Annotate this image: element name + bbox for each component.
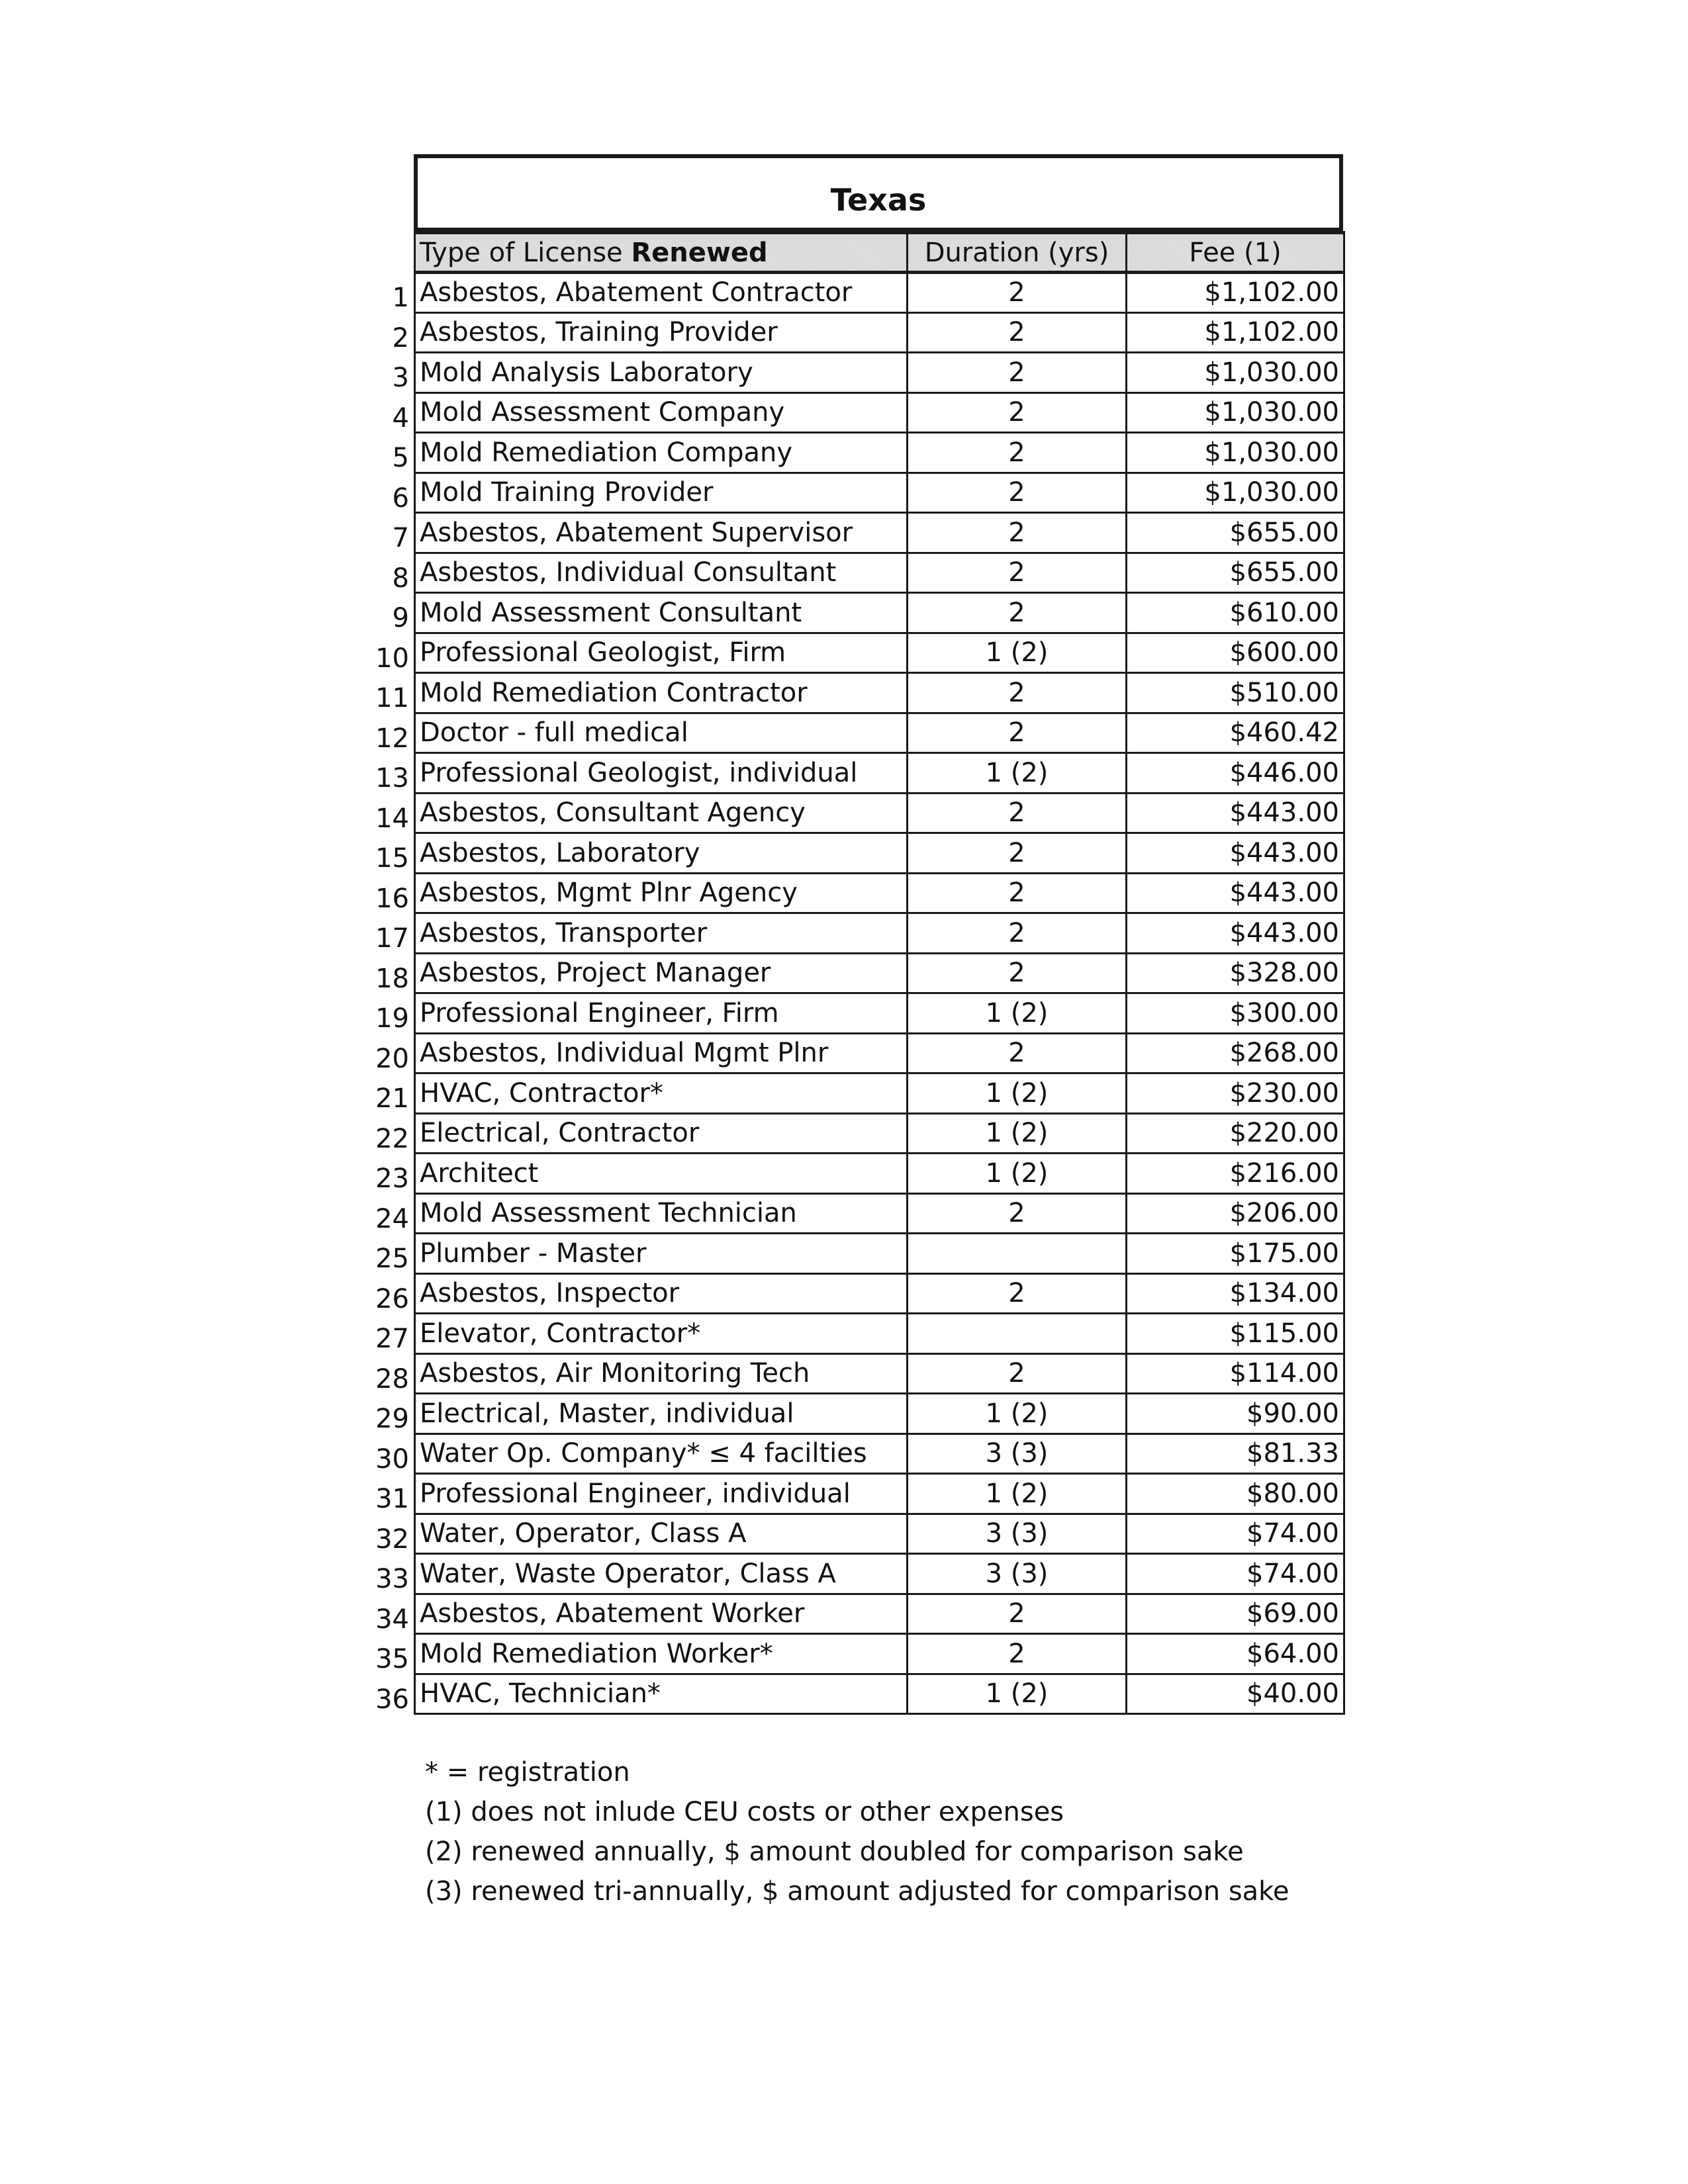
table-row — [415, 513, 1344, 553]
license-type-cell: Asbestos, Individual Mgmt Plnr — [415, 1033, 908, 1073]
duration-cell: 2 — [908, 392, 1127, 433]
fee-cell: $74.00 — [1127, 1554, 1344, 1594]
license-type-cell: Asbestos, Individual Consultant — [415, 553, 908, 593]
row-number: 15 — [375, 843, 409, 874]
row-number: 31 — [375, 1484, 409, 1515]
fee-cell: $115.00 — [1127, 1314, 1344, 1354]
table-row — [415, 553, 1344, 593]
header-fee: Fee (1) — [1127, 233, 1344, 273]
license-type-cell: Asbestos, Air Monitoring Tech — [415, 1353, 908, 1394]
duration-cell: 2 — [908, 353, 1127, 393]
license-type-cell: HVAC, Contractor* — [415, 1073, 908, 1114]
row-number: 18 — [375, 963, 409, 994]
duration-cell: 2 — [908, 312, 1127, 353]
row-number: 32 — [375, 1524, 409, 1555]
license-type-cell: Water Op. Company* ≤ 4 facilties — [415, 1433, 908, 1474]
fee-cell: $114.00 — [1127, 1353, 1344, 1394]
footnotes — [425, 1752, 1289, 1911]
duration-cell: 1 (2) — [908, 1394, 1127, 1434]
table-row — [415, 593, 1344, 633]
duration-cell: 2 — [908, 513, 1127, 553]
license-type-cell: Mold Remediation Worker* — [415, 1634, 908, 1674]
license-type-cell: Mold Remediation Contractor — [415, 673, 908, 713]
row-number: 33 — [375, 1564, 409, 1595]
duration-cell: 2 — [908, 1033, 1127, 1073]
fee-cell: $81.33 — [1127, 1433, 1344, 1474]
duration-cell: 2 — [908, 1594, 1127, 1634]
fee-cell: $74.00 — [1127, 1514, 1344, 1554]
table-row — [415, 1154, 1344, 1194]
license-type-cell: Mold Assessment Consultant — [415, 593, 908, 633]
duration-cell: 2 — [908, 1193, 1127, 1234]
fee-cell: $460.42 — [1127, 713, 1344, 753]
duration-cell: 1 (2) — [908, 753, 1127, 794]
duration-cell: 2 — [908, 713, 1127, 753]
row-number: 19 — [375, 1003, 409, 1034]
license-type-cell: Electrical, Master, individual — [415, 1394, 908, 1434]
row-number: 23 — [375, 1163, 409, 1195]
table-row — [415, 1634, 1344, 1674]
row-number: 10 — [375, 643, 409, 674]
row-number: 3 — [392, 363, 409, 394]
row-number: 25 — [375, 1244, 409, 1275]
row-number: 7 — [392, 523, 409, 554]
row-number: 11 — [375, 683, 409, 714]
table-row — [415, 1394, 1344, 1434]
row-number: 6 — [392, 482, 409, 514]
fee-cell: $1,030.00 — [1127, 392, 1344, 433]
fee-cell: $230.00 — [1127, 1073, 1344, 1114]
license-type-cell: Architect — [415, 1154, 908, 1194]
table-row — [415, 433, 1344, 473]
table-row — [415, 993, 1344, 1034]
fee-cell: $216.00 — [1127, 1154, 1344, 1194]
duration-cell: 2 — [908, 953, 1127, 993]
fee-cell: $134.00 — [1127, 1273, 1344, 1314]
license-type-cell: Asbestos, Abatement Supervisor — [415, 513, 908, 553]
duration-cell — [908, 1234, 1127, 1274]
license-type-cell: Asbestos, Transporter — [415, 913, 908, 954]
fee-cell: $1,102.00 — [1127, 273, 1344, 313]
table-row — [415, 473, 1344, 513]
fee-cell: $268.00 — [1127, 1033, 1344, 1073]
row-number: 20 — [375, 1043, 409, 1074]
license-type-cell: HVAC, Technician* — [415, 1674, 908, 1714]
fee-cell: $40.00 — [1127, 1674, 1344, 1714]
table-row — [415, 633, 1344, 673]
table-row — [415, 1234, 1344, 1274]
license-type-cell: Electrical, Contractor — [415, 1113, 908, 1154]
row-number: 34 — [375, 1604, 409, 1635]
duration-cell: 1 (2) — [908, 993, 1127, 1034]
row-number: 1 — [392, 283, 409, 314]
table-row — [415, 833, 1344, 874]
table-row — [415, 1514, 1344, 1554]
duration-cell — [908, 1314, 1127, 1354]
row-number: 17 — [375, 923, 409, 954]
table-row — [415, 753, 1344, 794]
table-row — [415, 1353, 1344, 1394]
fee-cell: $1,102.00 — [1127, 312, 1344, 353]
row-number: 27 — [375, 1324, 409, 1355]
table-row — [415, 273, 1344, 313]
table-row — [415, 953, 1344, 993]
table-row — [415, 1474, 1344, 1514]
table-row — [415, 1433, 1344, 1474]
license-type-cell: Mold Training Provider — [415, 473, 908, 513]
table-row — [415, 913, 1344, 954]
table-row — [415, 673, 1344, 713]
table-row — [415, 1314, 1344, 1354]
row-number: 2 — [392, 322, 409, 353]
header-row — [415, 233, 1344, 273]
table-row — [415, 1674, 1344, 1714]
duration-cell: 2 — [908, 433, 1127, 473]
table-row — [415, 1033, 1344, 1073]
duration-cell: 2 — [908, 873, 1127, 913]
fee-cell: $175.00 — [1127, 1234, 1344, 1274]
fee-cell: $328.00 — [1127, 953, 1344, 993]
table-row — [415, 793, 1344, 833]
license-type-cell: Professional Geologist, Firm — [415, 633, 908, 673]
license-type-cell: Doctor - full medical — [415, 713, 908, 753]
duration-cell: 2 — [908, 593, 1127, 633]
fee-cell: $446.00 — [1127, 753, 1344, 794]
fee-cell: $600.00 — [1127, 633, 1344, 673]
duration-cell: 1 (2) — [908, 1474, 1127, 1514]
license-type-cell: Mold Assessment Company — [415, 392, 908, 433]
fee-cell: $610.00 — [1127, 593, 1344, 633]
fee-cell: $300.00 — [1127, 993, 1344, 1034]
table-row — [415, 873, 1344, 913]
license-fee-table — [414, 154, 1343, 1715]
fee-cell: $1,030.00 — [1127, 473, 1344, 513]
header-type-prefix: Type of License — [420, 237, 632, 268]
license-type-cell: Water, Waste Operator, Class A — [415, 1554, 908, 1594]
row-number: 24 — [375, 1203, 409, 1234]
duration-cell: 1 (2) — [908, 1073, 1127, 1114]
fee-cell: $655.00 — [1127, 553, 1344, 593]
row-number: 4 — [392, 402, 409, 433]
header-duration: Duration (yrs) — [908, 233, 1127, 273]
table-row — [415, 1113, 1344, 1154]
license-type-cell: Mold Assessment Technician — [415, 1193, 908, 1234]
row-number: 21 — [375, 1083, 409, 1115]
row-number: 36 — [375, 1684, 409, 1715]
row-number: 29 — [375, 1404, 409, 1435]
table-row — [415, 392, 1344, 433]
duration-cell: 3 (3) — [908, 1433, 1127, 1474]
row-number: 9 — [392, 603, 409, 634]
duration-cell: 1 (2) — [908, 633, 1127, 673]
row-number: 26 — [375, 1283, 409, 1314]
table-row — [415, 353, 1344, 393]
row-number: 12 — [375, 723, 409, 754]
footnote: (3) renewed tri-annually, $ amount adjusted for comparison sake — [425, 1876, 1289, 1907]
fee-cell: $443.00 — [1127, 913, 1344, 954]
license-type-cell: Asbestos, Training Provider — [415, 312, 908, 353]
license-type-cell: Asbestos, Consultant Agency — [415, 793, 908, 833]
row-number: 16 — [375, 883, 409, 914]
table-row — [415, 1073, 1344, 1114]
footnote: (2) renewed annually, $ amount doubled for comparison sake — [425, 1837, 1244, 1867]
row-number: 8 — [392, 563, 409, 594]
row-number: 13 — [375, 763, 409, 794]
fees-table — [414, 231, 1345, 1715]
fee-cell: $90.00 — [1127, 1394, 1344, 1434]
fee-cell: $1,030.00 — [1127, 433, 1344, 473]
license-type-cell: Asbestos, Inspector — [415, 1273, 908, 1314]
row-number: 5 — [392, 443, 409, 474]
table-row — [415, 1273, 1344, 1314]
fee-cell: $64.00 — [1127, 1634, 1344, 1674]
fee-cell: $510.00 — [1127, 673, 1344, 713]
license-type-cell: Asbestos, Abatement Contractor — [415, 273, 908, 313]
duration-cell: 1 (2) — [908, 1113, 1127, 1154]
row-number: 28 — [375, 1363, 409, 1394]
footnote: * = registration — [425, 1757, 630, 1788]
fee-cell: $443.00 — [1127, 833, 1344, 874]
fee-cell: $206.00 — [1127, 1193, 1344, 1234]
duration-cell: 2 — [908, 553, 1127, 593]
license-type-cell: Mold Remediation Company — [415, 433, 908, 473]
duration-cell: 2 — [908, 473, 1127, 513]
fee-cell: $80.00 — [1127, 1474, 1344, 1514]
table-title: Texas — [414, 154, 1343, 231]
fee-cell: $69.00 — [1127, 1594, 1344, 1634]
fee-cell: $1,030.00 — [1127, 353, 1344, 393]
header-type — [415, 233, 908, 273]
duration-cell: 2 — [908, 793, 1127, 833]
fee-cell: $655.00 — [1127, 513, 1344, 553]
row-number: 22 — [375, 1123, 409, 1154]
license-type-cell: Asbestos, Abatement Worker — [415, 1594, 908, 1634]
duration-cell: 2 — [908, 833, 1127, 874]
license-type-cell: Professional Engineer, individual — [415, 1474, 908, 1514]
fee-cell: $220.00 — [1127, 1113, 1344, 1154]
header-type-bold: Renewed — [631, 237, 768, 268]
license-type-cell: Asbestos, Project Manager — [415, 953, 908, 993]
license-type-cell: Asbestos, Mgmt Plnr Agency — [415, 873, 908, 913]
duration-cell: 3 (3) — [908, 1554, 1127, 1594]
license-type-cell: Professional Engineer, Firm — [415, 993, 908, 1034]
license-type-cell: Plumber - Master — [415, 1234, 908, 1274]
duration-cell: 1 (2) — [908, 1154, 1127, 1194]
license-type-cell: Asbestos, Laboratory — [415, 833, 908, 874]
fee-cell: $443.00 — [1127, 793, 1344, 833]
fee-cell: $443.00 — [1127, 873, 1344, 913]
table-row — [415, 713, 1344, 753]
duration-cell: 3 (3) — [908, 1514, 1127, 1554]
license-type-cell: Mold Analysis Laboratory — [415, 353, 908, 393]
footnote: (1) does not inlude CEU costs or other expenses — [425, 1797, 1064, 1827]
row-number: 14 — [375, 803, 409, 834]
table-row — [415, 312, 1344, 353]
license-type-cell: Elevator, Contractor* — [415, 1314, 908, 1354]
table-row — [415, 1554, 1344, 1594]
table-row — [415, 1594, 1344, 1634]
license-type-cell: Professional Geologist, individual — [415, 753, 908, 794]
table-row — [415, 1193, 1344, 1234]
duration-cell: 2 — [908, 673, 1127, 713]
duration-cell: 2 — [908, 1273, 1127, 1314]
row-number: 30 — [375, 1443, 409, 1475]
duration-cell: 2 — [908, 913, 1127, 954]
row-number-column — [344, 278, 409, 1719]
duration-cell: 2 — [908, 1634, 1127, 1674]
duration-cell: 2 — [908, 273, 1127, 313]
duration-cell: 2 — [908, 1353, 1127, 1394]
row-number: 35 — [375, 1644, 409, 1675]
license-type-cell: Water, Operator, Class A — [415, 1514, 908, 1554]
duration-cell: 1 (2) — [908, 1674, 1127, 1714]
